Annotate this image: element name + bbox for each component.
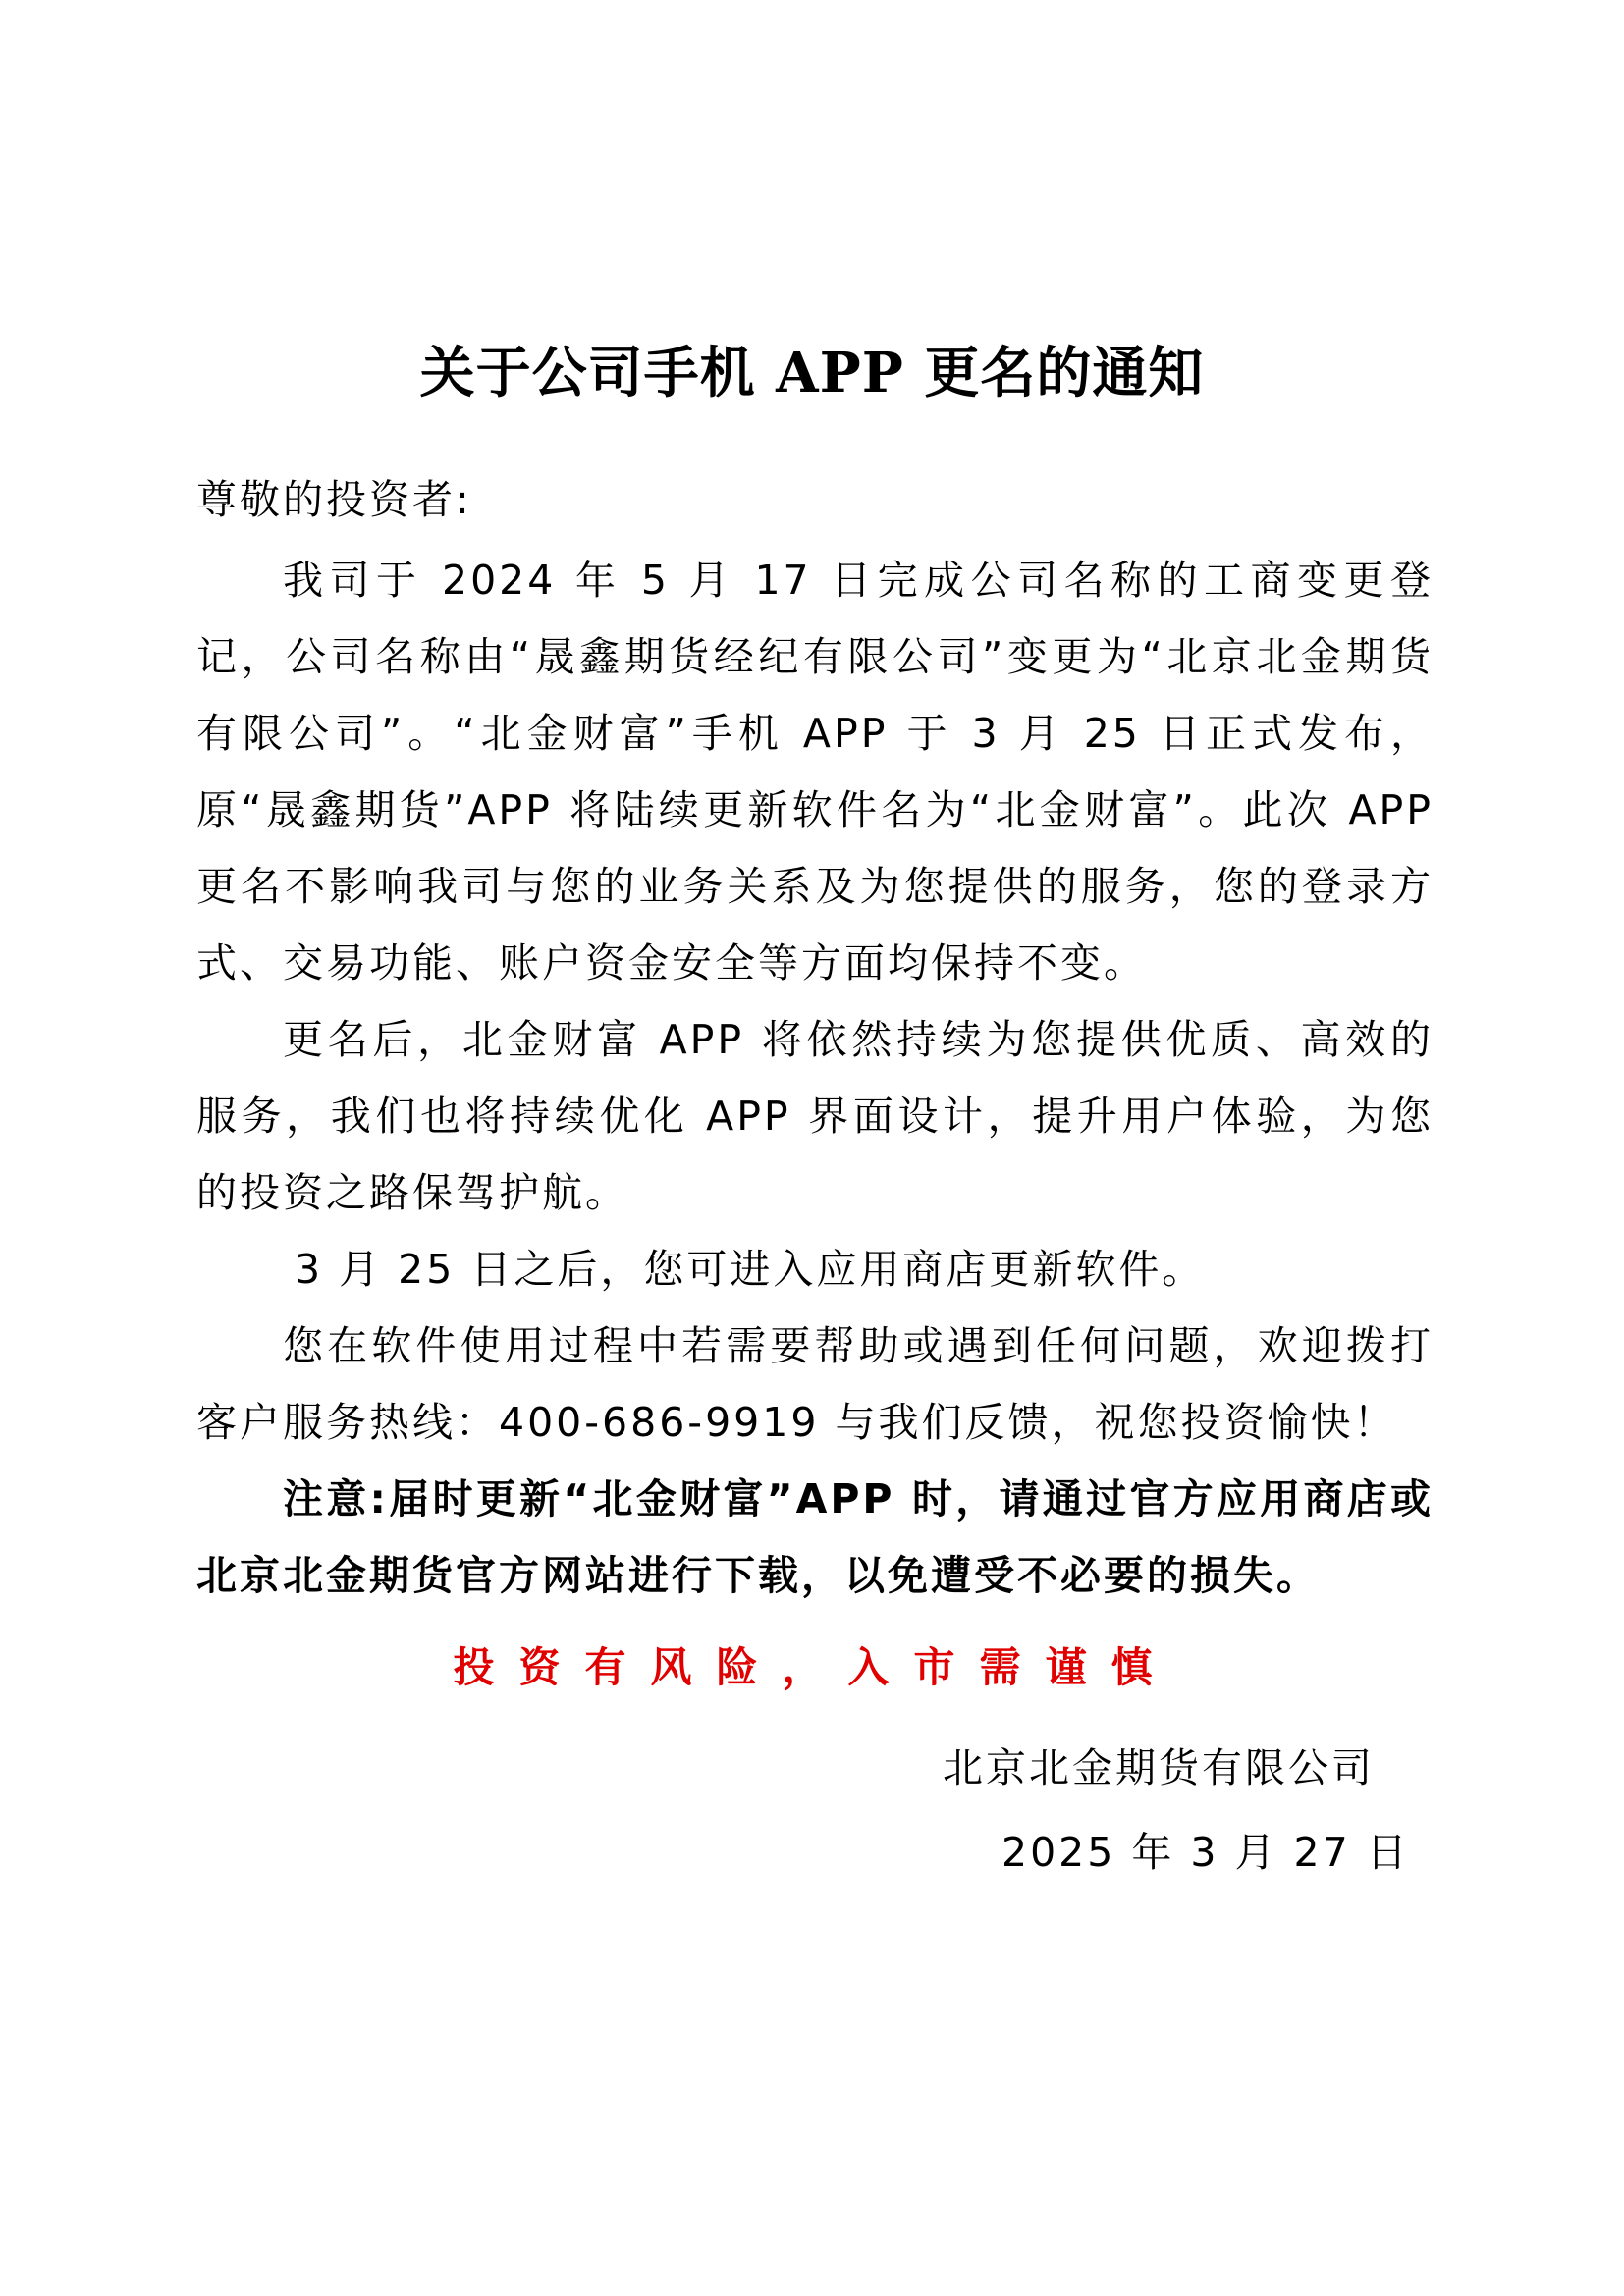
salutation: 尊敬的投资者: xyxy=(196,476,472,523)
document-body xyxy=(196,461,1434,1706)
signature-block xyxy=(864,1730,1414,1891)
risk-warning: 投资有风险，入市需谨慎 xyxy=(453,1643,1177,1691)
signature-date: 2025 年 3 月 27 日 xyxy=(1001,1829,1410,1876)
signature-company: 北京北金期货有限公司 xyxy=(943,1744,1375,1791)
document-title: 关于公司手机 APP 更名的通知 xyxy=(419,341,1205,405)
paragraph-rename-announcement: 我司于 2024 年 5 月 17 日完成公司名称的工商变更登记，公司名称由“晟鑫期货经纪有限公司”变更为“北京北金期货有限公司”。“北金财富”手机 APP 于 3 月 25 日正式发布，原“晟鑫期货”APP 将陆续更新软件名为“北金财富”。此次 APP 更名不影响我司与您的业务关系及为您提供的服务，您的登录方式、交易功能、账户资金安全等方面均保持不变。 xyxy=(196,557,1434,987)
paragraph-update-instructions: 3 月 25 日之后，您可进入应用商店更新软件。 xyxy=(295,1246,1206,1293)
paragraph-service-continuity: 更名后，北金财富 APP 将依然持续为您提供优质、高效的服务，我们也将持续优化 APP 界面设计，提升用户体验，为您的投资之路保驾护航。 xyxy=(196,1016,1434,1216)
download-notice: 注意:届时更新“北金财富”APP 时，请通过官方应用商店或北京北金期货官方网站进行下载，以免遭受不必要的损失。 xyxy=(196,1475,1434,1599)
paragraph-customer-service: 您在软件使用过程中若需要帮助或遇到任何问题，欢迎拨打客户服务热线：400-686-9919 与我们反馈，祝您投资愉快！ xyxy=(196,1322,1434,1446)
